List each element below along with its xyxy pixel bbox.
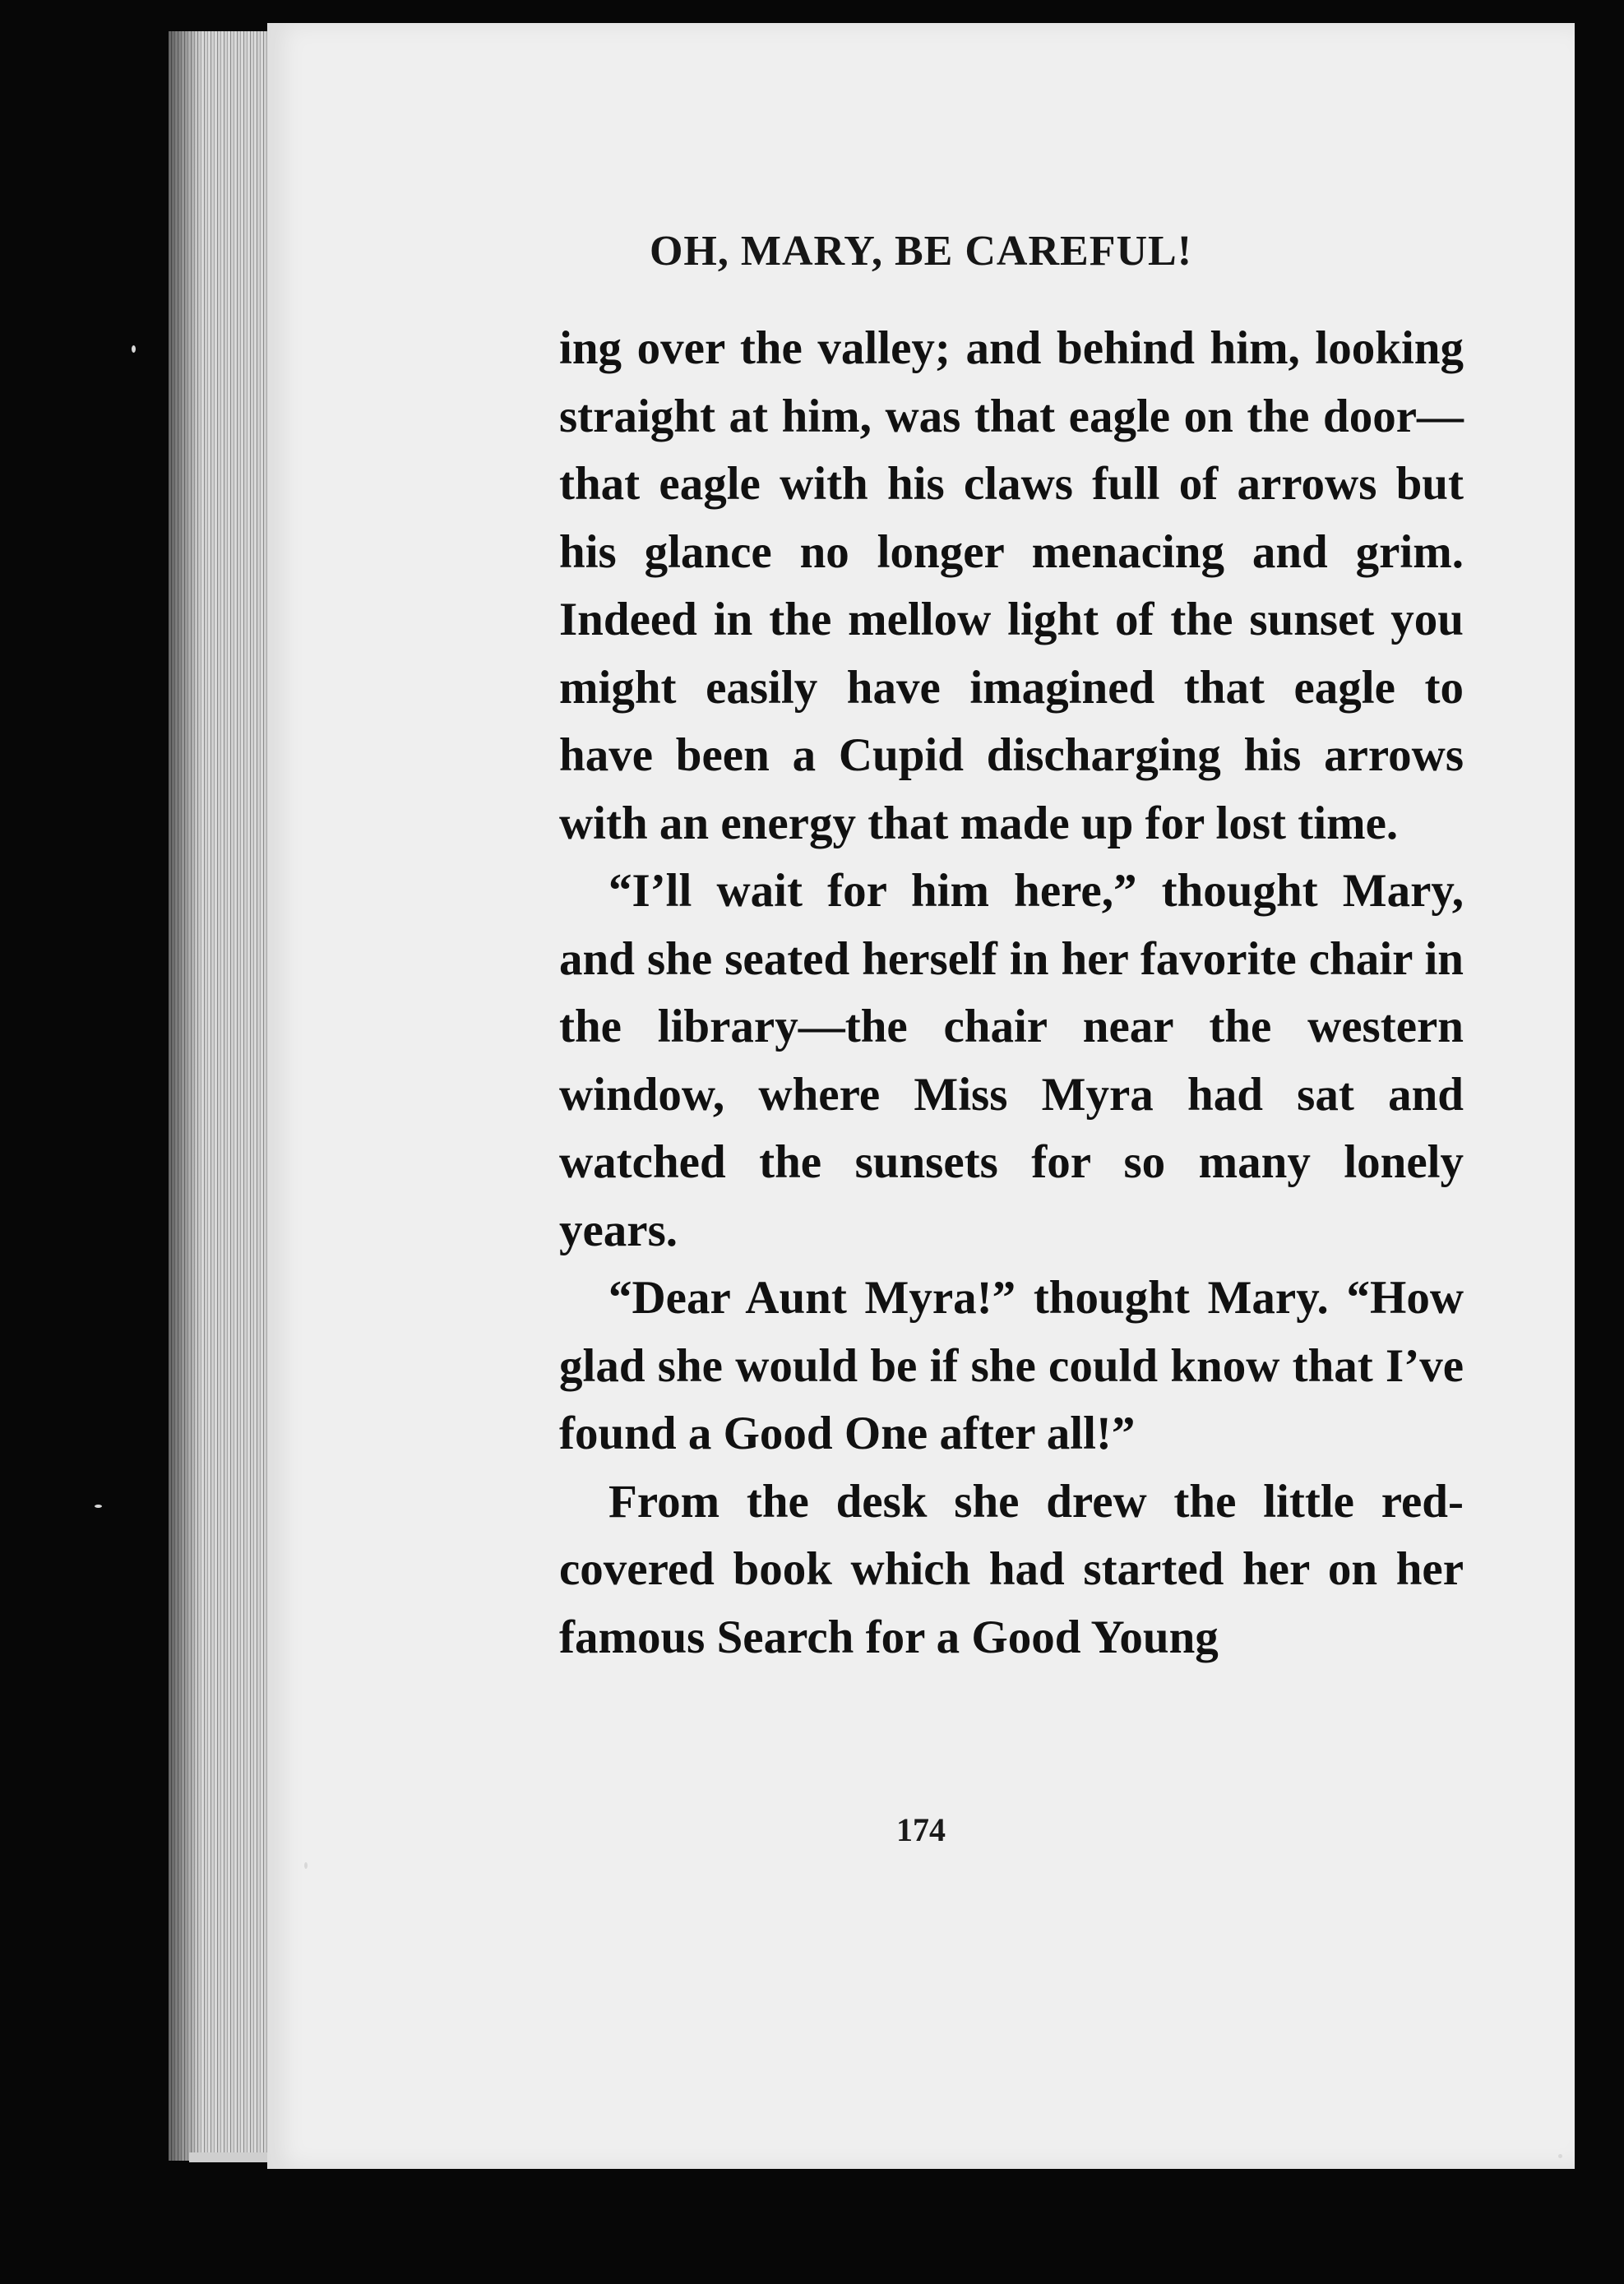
paragraph-4: From the desk she drew the little red-covered book which had started her on her famous Search for a Good Young [559,1475,1464,1663]
scan-speck [304,1862,308,1869]
binding-shadow [169,31,201,2161]
scan-speck [95,1505,102,1508]
running-head: OH, MARY, BE CAREFUL! [649,228,1193,275]
paragraph-3: “Dear Aunt Myra!” thought Mary. “How glad she would be if she could know that I’ve found a Good One after all!” [559,1272,1464,1459]
page-number: 174 [896,1811,946,1848]
book-page [267,23,1575,2169]
scan-speck [132,345,136,353]
paragraph-2: “I’ll wait for him here,” thought Mary, and she seated herself in her favorite chair in the library—the chair near the western window, where Miss Myra had sat and watched the sunsets for so many lonely years. [559,865,1464,1256]
paragraph-1: ing over the valley; and behind him, looking straight at him, was that eagle on the door—that eagle with his claws full of arrows but his glance no longer menacing and grim. Indeed in the mellow light of the sunset you might easily have imagined that eagle to have been a Cupid discharging his arrows with an energy that made up for lost time. [559,322,1464,849]
scan-speck [1558,2154,1562,2158]
body-text [559,315,1464,1671]
